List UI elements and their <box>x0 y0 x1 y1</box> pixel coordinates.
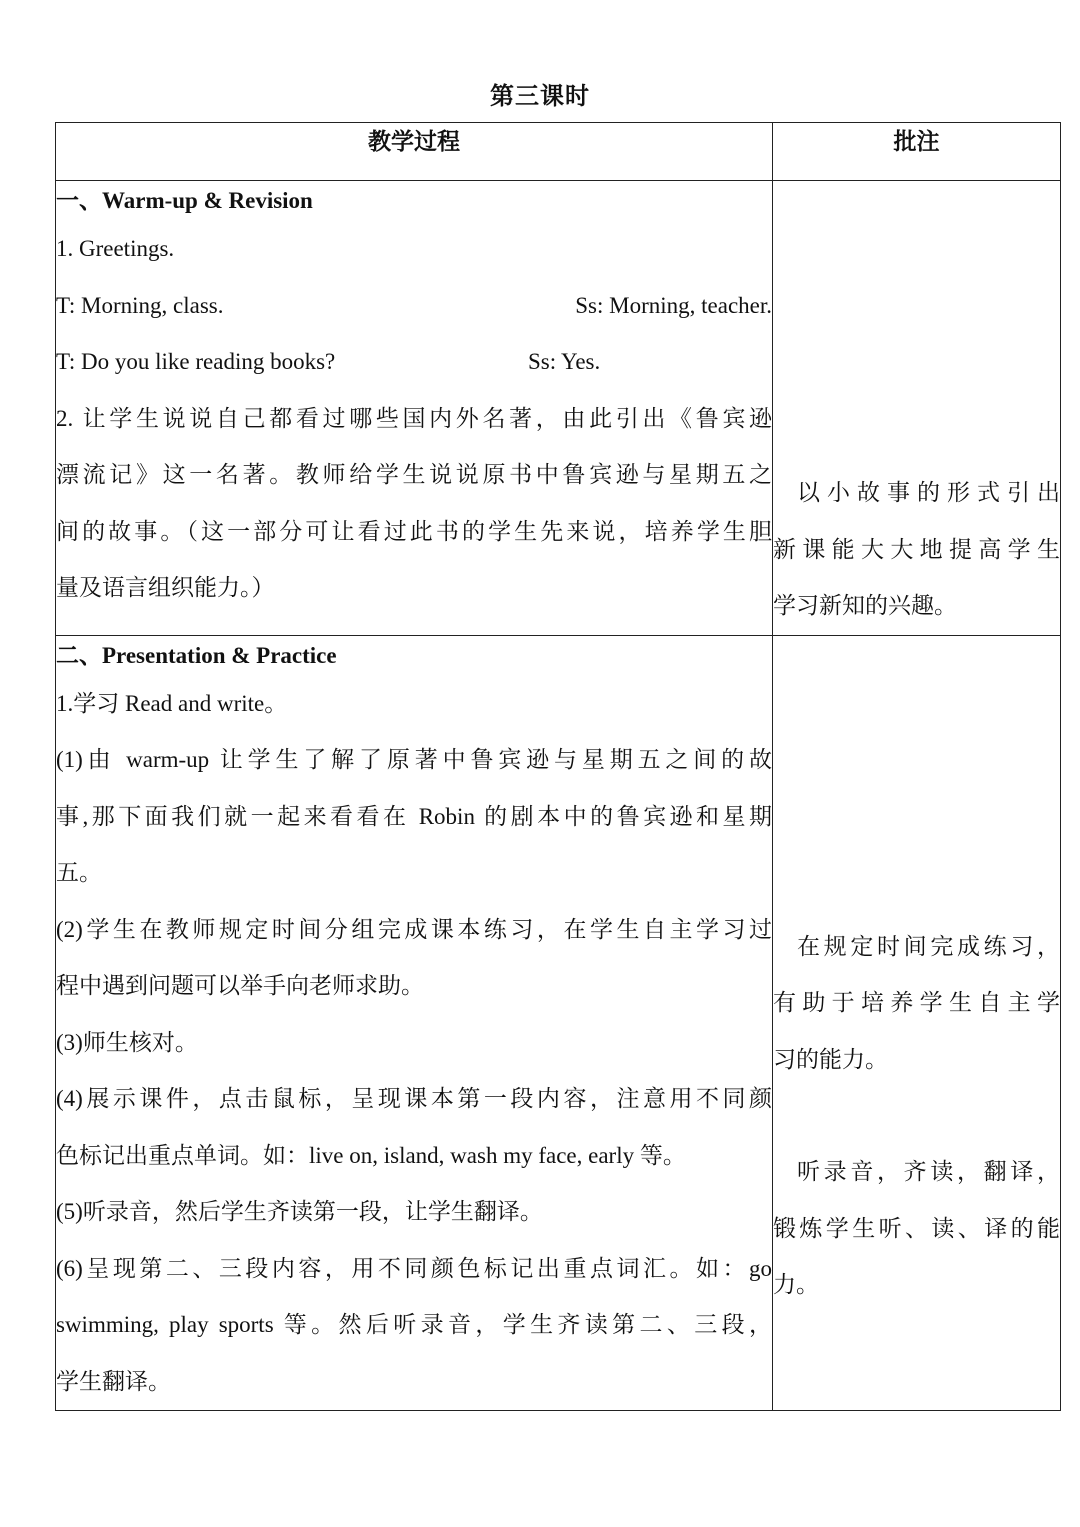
warmup-line: 1. Greetings. <box>56 236 175 261</box>
presentation-content-cell <box>56 635 773 1411</box>
warmup-line: 2. 让学生说说自己都看过哪些国内外名著，由此引出《鲁宾逊 <box>56 405 772 431</box>
presentation-line: (4)展示课件，点击鼠标，呈现课本第一段内容，注意用不同颜 <box>56 1086 772 1111</box>
note-line: 力。 <box>773 1272 819 1297</box>
warmup-heading: 一、Warm-up & Revision <box>56 188 313 213</box>
students-line: Ss: Yes. <box>528 349 601 374</box>
students-line: Ss: Morning, teacher. <box>575 292 772 318</box>
warmup-note-cell <box>773 181 1061 636</box>
presentation-line: 事,那下面我们就一起来看看在 Robin 的剧本中的鲁宾逊和星期 <box>56 803 772 829</box>
presentation-line: (6)呈现第二、三段内容，用不同颜色标记出重点词汇。如：go <box>56 1255 772 1281</box>
presentation-line: (3)师生核对。 <box>56 1029 198 1055</box>
dialogue-line <box>56 334 772 391</box>
warmup-line: 量及语言组织能力。） <box>56 575 275 600</box>
note-line: 有助于培养学生自主学 <box>773 990 1060 1015</box>
header-teaching-process: 教学过程 <box>56 123 773 181</box>
header-row <box>56 123 1061 181</box>
note-line: 新课能大大地提高学生 <box>773 536 1060 562</box>
dialogue-line <box>56 278 772 335</box>
lesson-plan-table <box>55 122 1061 1411</box>
section-warmup-row <box>56 181 1061 636</box>
note-line: 以小故事的形式引出 <box>797 480 1060 505</box>
presentation-line: 五。 <box>56 860 102 885</box>
warmup-line: 间的故事。（这一部分可让看过此书的学生先来说，培养学生胆 <box>56 518 772 544</box>
presentation-note-cell <box>773 635 1061 1411</box>
note-line: 在规定时间完成练习， <box>797 933 1060 959</box>
note-line: 锻炼学生听、读、译的能 <box>773 1215 1060 1241</box>
presentation-line: 程中遇到问题可以举手向老师求助。 <box>56 973 424 998</box>
presentation-line: swimming, play sports 等。然后听录音，学生齐读第二、三段， <box>56 1312 772 1337</box>
note-line: 学习新知的兴趣。 <box>773 593 957 618</box>
warmup-line: 漂流记》这一名著。教师给学生说说原书中鲁宾逊与星期五之 <box>56 462 772 487</box>
header-notes: 批注 <box>773 123 1061 181</box>
presentation-line: (1)由 warm-up 让学生了解了原著中鲁宾逊与星期五之间的故 <box>56 747 772 772</box>
presentation-heading: 二、Presentation & Practice <box>56 642 337 668</box>
presentation-line: 学生翻译。 <box>56 1368 171 1394</box>
section-presentation-row <box>56 635 1061 1411</box>
presentation-line: (5)听录音，然后学生齐读第一段，让学生翻译。 <box>56 1199 543 1224</box>
teacher-line: T: Do you like reading books? <box>56 349 336 374</box>
warmup-content-cell <box>56 181 773 636</box>
note-line: 听录音，齐读，翻译， <box>797 1159 1060 1184</box>
note-line: 习的能力。 <box>773 1046 888 1072</box>
presentation-line: 1.学习 Read and write。 <box>56 690 288 716</box>
presentation-line: 色标记出重点单词。如：live on, island, wash my face, early 等。 <box>56 1142 686 1168</box>
presentation-line: (2)学生在教师规定时间分组完成课本练习，在学生自主学习过 <box>56 916 772 942</box>
teacher-line: T: Morning, class. <box>56 292 224 318</box>
page-title: 第三课时 <box>490 84 590 110</box>
